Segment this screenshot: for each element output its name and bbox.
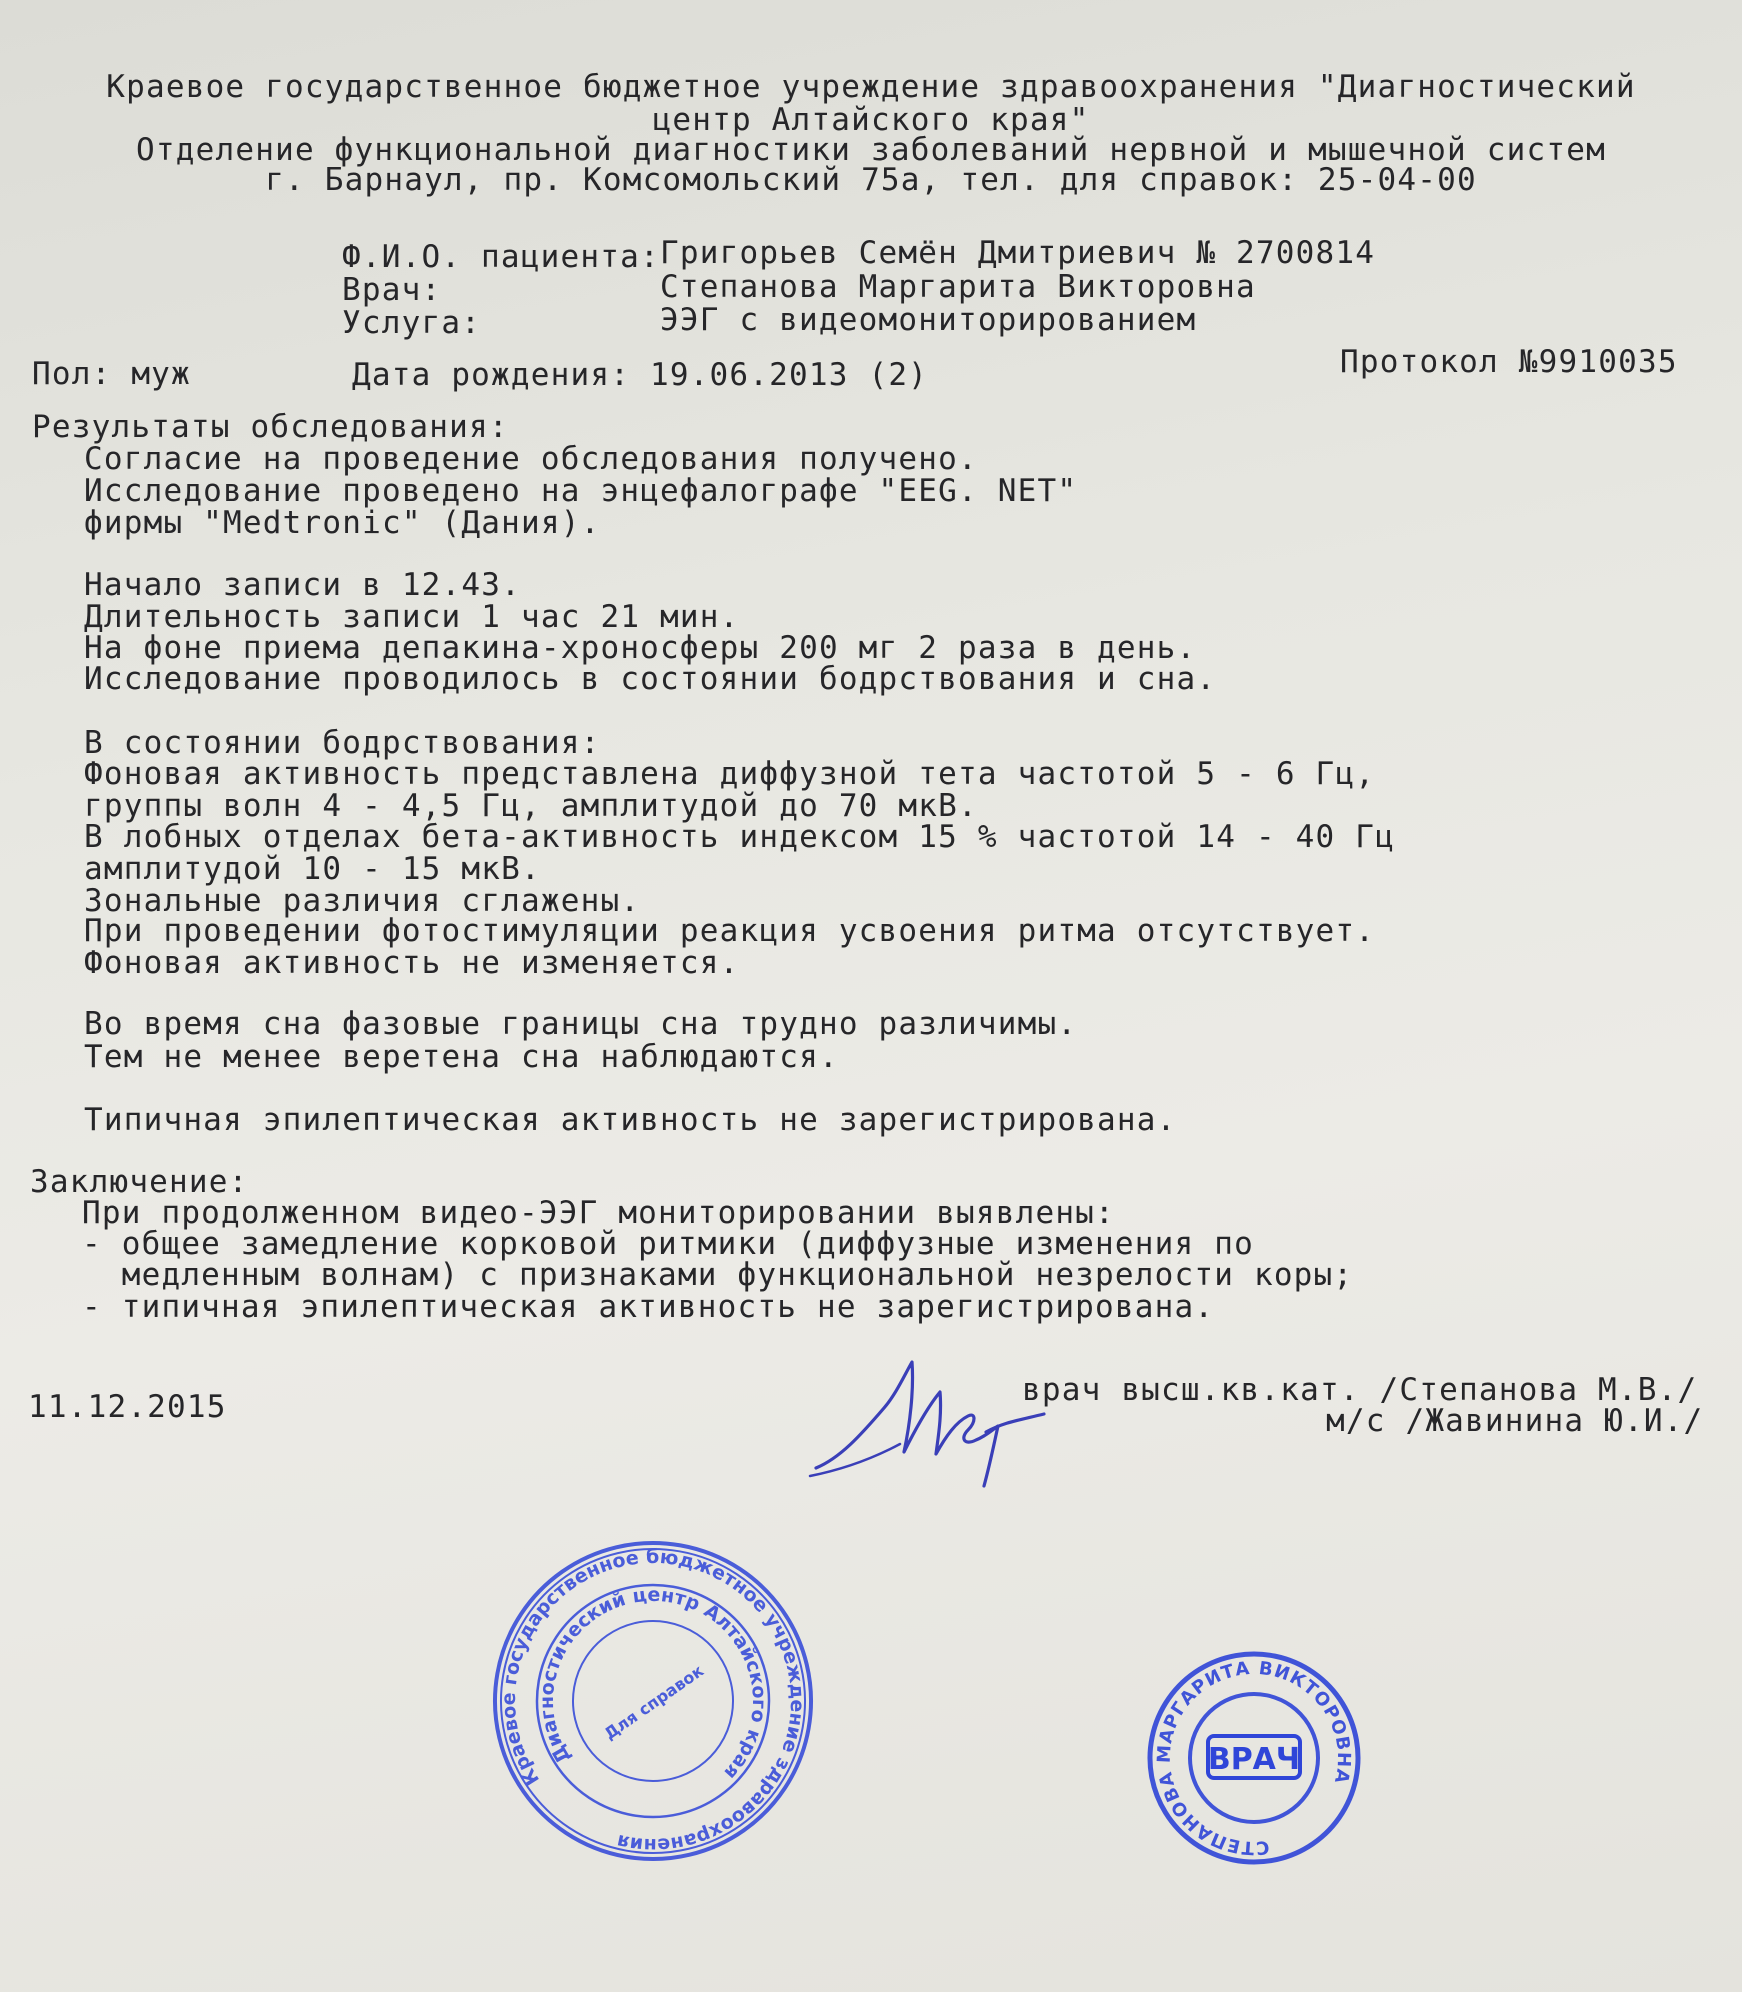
results-line: группы волн 4 - 4,5 Гц, амплитудой до 70 мкВ. — [84, 788, 978, 824]
institution-round-seal — [488, 1536, 818, 1866]
patient-fio-label: Ф.И.О. пациента: — [342, 239, 660, 275]
results-line: При проведении фотостимуляции реакция усвоения ритма отсутствует. — [84, 913, 1376, 949]
results-line: Во время сна фазовые границы сна трудно различимы. — [84, 1006, 1078, 1042]
doctor-value: Степанова Маргарита Викторовна — [660, 269, 1256, 305]
conclusion-heading: Заключение: — [30, 1164, 249, 1200]
service-label: Услуга: — [342, 305, 482, 341]
results-line: Начало записи в 12.43. — [84, 567, 521, 603]
results-line: Фоновая активность представлена диффузной тета частотой 5 - 6 Гц, — [84, 756, 1376, 792]
results-line: амплитудой 10 - 15 мкВ. — [84, 851, 541, 887]
org-name-line1: Краевое государственное бюджетное учреждение здравоохранения "Диагностический — [106, 69, 1636, 105]
signer-nurse: м/с /Жавинина Ю.И./ — [1326, 1403, 1704, 1439]
signer-doctor: врач высш.кв.кат. /Степанова М.В./ — [1022, 1372, 1698, 1408]
conclusion-line: - общее замедление корковой ритмики (диффузные изменения по — [82, 1226, 1254, 1262]
service-value: ЭЭГ с видеомониторированием — [660, 302, 1197, 338]
seal-center-text: Для справок — [600, 1661, 708, 1744]
results-line: Исследование проводилось в состоянии бодрствования и сна. — [84, 661, 1217, 697]
org-address: г. Барнаул, пр. Комсомольский 75а, тел. для справок: 25-04-00 — [265, 162, 1477, 198]
results-line: фирмы "Medtronic" (Дания). — [84, 505, 601, 541]
results-line: Фоновая активность не изменяется. — [84, 945, 740, 981]
results-line: Зональные различия сглажены. — [84, 883, 641, 919]
results-line: В лобных отделах бета-активность индексом 15 % частотой 14 - 40 Гц — [84, 819, 1395, 855]
conclusion-line: - типичная эпилептическая активность не зарегистрирована. — [82, 1289, 1215, 1325]
results-line: Типичная эпилептическая активность не зарегистрирована. — [84, 1102, 1177, 1138]
results-line: Длительность записи 1 час 21 мин. — [84, 599, 740, 635]
doctor-personal-seal — [1144, 1648, 1364, 1868]
results-heading: Результаты обследования: — [32, 409, 509, 445]
doctor-seal-center-text: ВРАЧ — [1207, 1742, 1301, 1777]
doctor-label: Врач: — [342, 272, 442, 308]
patient-sex: Пол: муж — [32, 356, 191, 392]
protocol-number: Протокол №9910035 — [1340, 344, 1678, 380]
patient-birth-date: Дата рождения: 19.06.2013 (2) — [352, 357, 929, 393]
doctor-seal-ring-text: СТЕПАНОВА МАРГАРИТА ВИКТОРОВНА — [1153, 1657, 1355, 1859]
results-line: Согласие на проведение обследования получено. — [84, 441, 978, 477]
report-date: 11.12.2015 — [28, 1389, 227, 1425]
conclusion-line: При продолженном видео-ЭЭГ мониторировании выявлены: — [82, 1195, 1115, 1231]
department-name: Отделение функциональной диагностики заболеваний нервной и мышечной систем — [136, 132, 1606, 168]
results-line: В состоянии бодрствования: — [84, 725, 601, 761]
org-name-line2: центр Алтайского края" — [652, 102, 1090, 138]
conclusion-line: медленным волнам) с признаками функциональной незрелости коры; — [82, 1257, 1354, 1293]
results-line: Исследование проведено на энцефалографе "EEG. NET" — [84, 473, 1078, 509]
results-line: Тем не менее веретена сна наблюдаются. — [84, 1039, 839, 1075]
patient-fio-value: Григорьев Семён Дмитриевич № 2700814 — [660, 235, 1376, 271]
results-line: На фоне приема депакина-хроносферы 200 мг 2 раза в день. — [84, 630, 1197, 666]
handwritten-signature — [800, 1340, 1060, 1500]
seal-inner-text: Диагностический центр Алтайского края — [535, 1583, 771, 1784]
seal-outer-text: Краевое государственное бюджетное учреждение здравоохранения — [497, 1545, 809, 1857]
